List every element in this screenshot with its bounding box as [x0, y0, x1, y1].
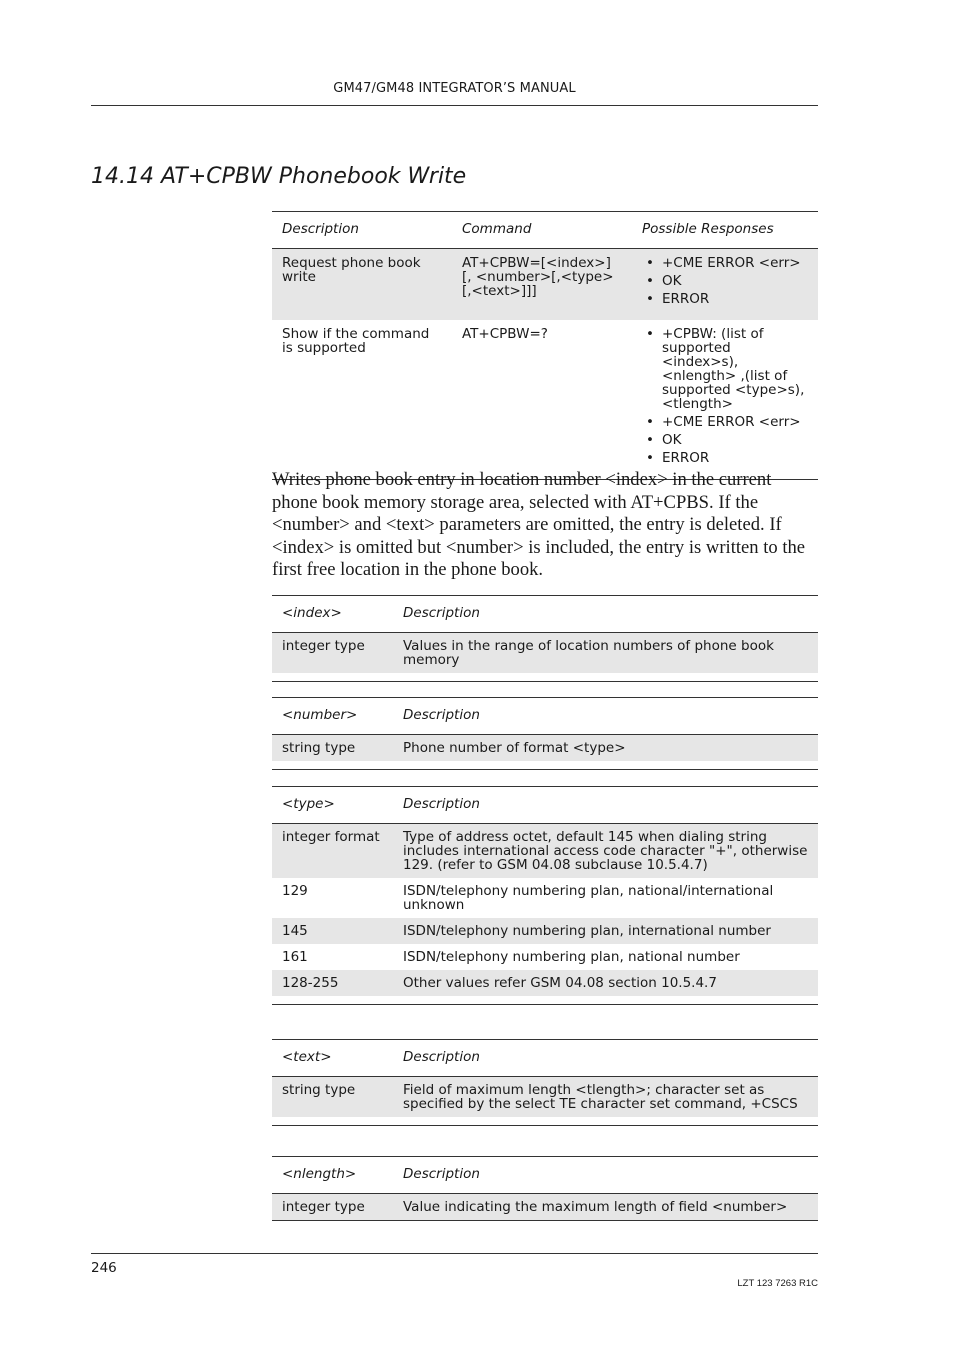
param-description: Field of maximum length <tlength>; character set as specified by the select TE character set command, +CSCS [393, 1077, 818, 1118]
param-value: 129 [282, 883, 308, 899]
param-name-header: <text> [272, 1040, 393, 1077]
param-description: Phone number of format <type> [393, 735, 818, 762]
param-description-header: Description [393, 1157, 818, 1194]
section-title: 14.14 AT+CPBW Phonebook Write [91, 164, 467, 189]
response-item: • ERROR [642, 292, 810, 306]
param-table-header [272, 698, 818, 735]
number-parameter-table [272, 697, 818, 770]
text-parameter-table [272, 1039, 818, 1126]
param-name-header: <index> [272, 596, 393, 633]
param-description: ISDN/telephony numbering plan, international number [393, 918, 818, 944]
row-responses [632, 249, 818, 321]
command-table [272, 211, 818, 480]
table-row [272, 320, 818, 480]
response-item: • +CME ERROR <err> [642, 415, 810, 429]
row-command: AT+CPBW=? [462, 326, 548, 342]
response-item: • +CME ERROR <err> [642, 256, 810, 270]
table-spacer [272, 996, 818, 1005]
type-parameter-table [272, 786, 818, 1005]
param-description-header: Description [393, 1040, 818, 1077]
row-description: Request phone book write [272, 249, 452, 321]
param-value: 128-255 [272, 970, 393, 996]
col-command-header: Command [452, 212, 632, 249]
table-row [272, 633, 818, 674]
param-description: Value indicating the maximum length of field <number> [393, 1194, 818, 1221]
running-header [91, 81, 818, 106]
row-description: Show if the command is supported [282, 326, 430, 356]
param-description: Other values refer GSM 04.08 section 10.5.4.7 [393, 970, 818, 996]
param-value: string type [272, 1077, 393, 1118]
nlength-parameter-table [272, 1156, 818, 1221]
param-description: Type of address octet, default 145 when dialing string includes international access code character "+", otherwise 129. (refer to GSM 04.08 subclause 10.5.4.7) [393, 824, 818, 879]
param-description-header: Description [393, 596, 818, 633]
table-row [272, 1194, 818, 1221]
col-description-header: Description [272, 212, 452, 249]
manual-title: GM47/GM48 INTEGRATOR’S MANUAL [333, 81, 576, 96]
page-number: 246 [91, 1260, 117, 1276]
table-row [272, 249, 818, 321]
footer-divider [91, 1253, 818, 1254]
table-spacer [272, 761, 818, 770]
param-value: integer type [272, 1194, 393, 1221]
param-value: string type [272, 735, 393, 762]
param-description-header: Description [393, 787, 818, 824]
param-table-header [272, 787, 818, 824]
param-table-header [272, 596, 818, 633]
table-row [272, 970, 818, 996]
col-responses-header: Possible Responses [632, 212, 818, 249]
response-item: • OK [642, 433, 810, 447]
table-row [272, 878, 818, 918]
param-description: Values in the range of location numbers of phone book memory [393, 633, 818, 674]
table-row [272, 918, 818, 944]
table-spacer [272, 673, 818, 682]
table-row [272, 1077, 818, 1118]
param-description: ISDN/telephony numbering plan, national number [403, 949, 740, 965]
table-row [272, 944, 818, 970]
document-code: LZT 123 7263 R1C [737, 1278, 818, 1289]
param-table-header [272, 1157, 818, 1194]
param-value: 145 [272, 918, 393, 944]
row-command: AT+CPBW=[<index>] [, <number>[,<type> [,<text>]]] [452, 249, 632, 321]
response-item: • OK [642, 274, 810, 288]
index-parameter-table [272, 595, 818, 682]
param-name-header: <type> [272, 787, 393, 824]
param-table-header [272, 1040, 818, 1077]
response-item: • ERROR [642, 451, 810, 465]
param-value: integer format [272, 824, 393, 879]
command-table-header [272, 212, 818, 249]
param-description-header: Description [393, 698, 818, 735]
param-value: 161 [282, 949, 308, 965]
body-paragraph: Writes phone book entry in location number <index> in the current phone book memory storage area, selected with AT+CPBS. If the <number> and <text> parameters are omitted, the entry is deleted. If <index> is omitted but <number> is included, the entry is written to the first free location in the phone book. [272, 469, 806, 581]
row-responses [632, 320, 818, 480]
param-description: ISDN/telephony numbering plan, national/international unknown [403, 883, 774, 913]
response-item: • +CPBW: (list of supported <index>s),<nlength> ,(list of supported <type>s),<tlength> [642, 327, 810, 411]
table-row [272, 824, 818, 879]
param-name-header: <nlength> [272, 1157, 393, 1194]
param-value: integer type [272, 633, 393, 674]
table-row [272, 735, 818, 762]
table-spacer [272, 1117, 818, 1126]
param-name-header: <number> [272, 698, 393, 735]
